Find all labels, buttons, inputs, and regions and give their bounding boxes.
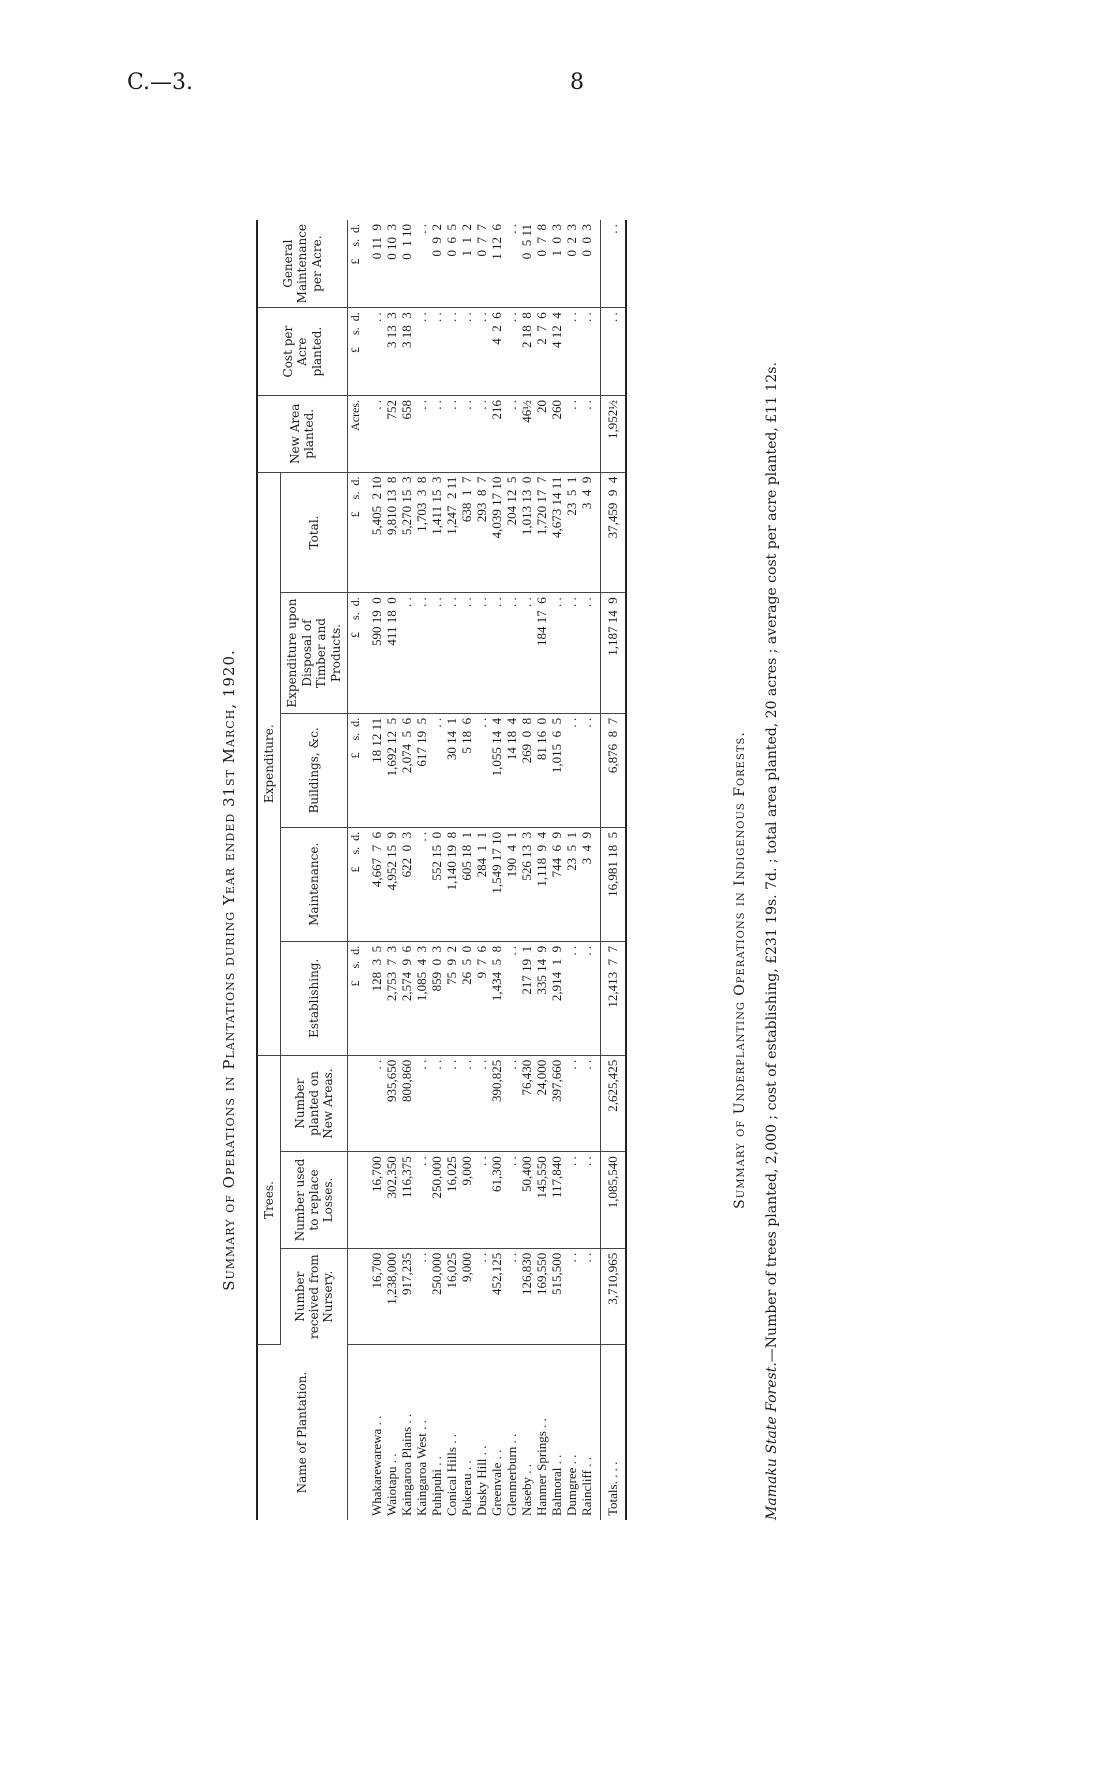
cell-buildings: 2,074 5 6 bbox=[399, 713, 414, 827]
cell-maintenance: . . bbox=[414, 827, 429, 941]
col-buildings-header: Buildings, &c. bbox=[281, 713, 348, 827]
table-row bbox=[564, 220, 579, 1520]
cell-maintenance: 744 6 9 bbox=[549, 827, 564, 941]
cell-planted: . . bbox=[444, 1055, 459, 1151]
totals-cell: 1,187 14 9 bbox=[600, 593, 626, 714]
plantation-name-cell: Greenvale . . bbox=[488, 1449, 504, 1516]
cell-total: 638 1 7 bbox=[459, 472, 474, 593]
plantation-name-cell: Whakarewarewa . . bbox=[368, 1415, 384, 1516]
cell-received: . . bbox=[579, 1248, 601, 1344]
cell-buildings: . . bbox=[579, 713, 601, 827]
table-row bbox=[534, 220, 549, 1520]
table-row bbox=[579, 220, 601, 1520]
cell-area: . . bbox=[579, 395, 601, 472]
cell-buildings: 18 12 11 bbox=[363, 713, 384, 827]
table-row bbox=[474, 220, 489, 1520]
cell-general: 0 10 3 bbox=[384, 220, 399, 308]
totals-cell: 2,625,425 bbox=[600, 1055, 626, 1151]
cell-planted: 390,825 bbox=[489, 1055, 504, 1151]
cell-planted: . . bbox=[414, 1055, 429, 1151]
cell-total: 9,810 13 8 bbox=[384, 472, 399, 593]
cell-received: 515,500 bbox=[549, 1248, 564, 1344]
plantation-name-cell: Dusky Hill . . bbox=[473, 1445, 489, 1516]
cell-maintenance: 1,140 19 8 bbox=[444, 827, 459, 941]
cell-total: 3 4 9 bbox=[579, 472, 601, 593]
totals-cell: 6,876 8 7 bbox=[600, 713, 626, 827]
plantation-name-cell: Balmoral . . bbox=[548, 1454, 564, 1516]
totals-cell: 37,459 9 4 bbox=[600, 472, 626, 593]
cell-cost: 4 12 4 bbox=[549, 308, 564, 396]
cell-cost: . . bbox=[564, 308, 579, 396]
cell-planted: . . bbox=[474, 1055, 489, 1151]
col-disposal-header: Expenditure upon Disposal of Timber and Products. bbox=[281, 593, 348, 714]
cell-disposal: . . bbox=[504, 593, 519, 714]
cell-cost: 2 7 6 bbox=[534, 308, 549, 396]
totals-cell: 12,413 7 7 bbox=[600, 941, 626, 1055]
plantation-name-cell: Hanmer Springs . . bbox=[533, 1418, 549, 1516]
cell-total: 4,039 17 10 bbox=[489, 472, 504, 593]
plantation-name-cell: Puhipuhi . . bbox=[428, 1456, 444, 1516]
underplanting-text: —Number of trees planted, 2,000 ; cost of establishing, £231 19s. 7d. ; total area planted, 20 acres ; average cost per acre planted, £11 12s. bbox=[764, 362, 780, 1363]
cell-planted: . . bbox=[579, 1055, 601, 1151]
cell-received: . . bbox=[504, 1248, 519, 1344]
cell-disposal: . . bbox=[549, 593, 564, 714]
cell-area: 46½ bbox=[519, 395, 534, 472]
cell-general: 0 7 7 bbox=[474, 220, 489, 308]
cell-cost: . . bbox=[444, 308, 459, 396]
cell-disposal: . . bbox=[489, 593, 504, 714]
cell-disposal: . . bbox=[429, 593, 444, 714]
cell-area: 752 bbox=[384, 395, 399, 472]
cell-buildings: 14 18 4 bbox=[504, 713, 519, 827]
cell-maintenance: 552 15 0 bbox=[429, 827, 444, 941]
cell-establishing: . . bbox=[564, 941, 579, 1055]
cell-total: 4,673 14 11 bbox=[549, 472, 564, 593]
col-name-header: Name of Plantation. bbox=[257, 1345, 347, 1520]
expenditure-group-header: Expenditure. bbox=[257, 472, 281, 1055]
cell-area: . . bbox=[444, 395, 459, 472]
cell-disposal: . . bbox=[414, 593, 429, 714]
cell-received: 126,830 bbox=[519, 1248, 534, 1344]
underplanting-note bbox=[764, 220, 780, 1520]
table-row bbox=[459, 220, 474, 1520]
cell-general: 1 0 3 bbox=[549, 220, 564, 308]
cell-buildings: 1,692 12 5 bbox=[384, 713, 399, 827]
cell-establishing: 2,574 9 6 bbox=[399, 941, 414, 1055]
underplanting-title: Summary of Underplanting Operations in Indigenous Forests. bbox=[732, 731, 748, 1209]
table-body bbox=[347, 220, 600, 1520]
cell-area: 260 bbox=[549, 395, 564, 472]
totals-cell: 1,952½ bbox=[600, 395, 626, 472]
cell-total: 5,405 2 10 bbox=[363, 472, 384, 593]
totals-cell: 1,085,540 bbox=[600, 1152, 626, 1248]
cell-disposal: . . bbox=[579, 593, 601, 714]
cell-buildings: . . bbox=[474, 713, 489, 827]
cell-buildings: 617 19 5 bbox=[414, 713, 429, 827]
cell-area: . . bbox=[414, 395, 429, 472]
cell-establishing: 2,914 1 9 bbox=[549, 941, 564, 1055]
cell-establishing: 75 9 2 bbox=[444, 941, 459, 1055]
cell-disposal: . . bbox=[474, 593, 489, 714]
totals-cell: . . bbox=[600, 220, 626, 308]
col-received-header: Number received from Nursery. bbox=[281, 1248, 348, 1344]
cell-establishing: 335 14 9 bbox=[534, 941, 549, 1055]
cell-planted: 935,650 bbox=[384, 1055, 399, 1151]
cell-received: . . bbox=[474, 1248, 489, 1344]
cell-area: . . bbox=[564, 395, 579, 472]
cell-general: 0 7 8 bbox=[534, 220, 549, 308]
cell-disposal: . . bbox=[459, 593, 474, 714]
cell-establishing: 26 5 0 bbox=[459, 941, 474, 1055]
cell-establishing: 1,434 5 8 bbox=[489, 941, 504, 1055]
cell-area: . . bbox=[459, 395, 474, 472]
unit-cell: £ s. d. bbox=[347, 220, 363, 308]
cell-maintenance: 4,952 15 9 bbox=[384, 827, 399, 941]
cell-general: 1 12 6 bbox=[489, 220, 504, 308]
cell-cost: . . bbox=[579, 308, 601, 396]
cell-replace: . . bbox=[504, 1152, 519, 1248]
cell-cost: . . bbox=[459, 308, 474, 396]
cell-replace: 145,550 bbox=[534, 1152, 549, 1248]
totals-cell: 16,981 18 5 bbox=[600, 827, 626, 941]
cell-received: 452,125 bbox=[489, 1248, 504, 1344]
cell-cost: . . bbox=[429, 308, 444, 396]
cell-establishing: 1,085 4 3 bbox=[414, 941, 429, 1055]
cell-total: 1,720 17 7 bbox=[534, 472, 549, 593]
cell-disposal: 184 17 6 bbox=[534, 593, 549, 714]
cell-general: 0 9 2 bbox=[429, 220, 444, 308]
totals-cell: 3,710,965 bbox=[600, 1248, 626, 1344]
cell-replace: . . bbox=[564, 1152, 579, 1248]
unit-cell bbox=[347, 1152, 363, 1248]
cell-establishing: 9 7 6 bbox=[474, 941, 489, 1055]
cell-cost: 3 13 3 bbox=[384, 308, 399, 396]
cell-cost: . . bbox=[363, 308, 384, 396]
cell-maintenance: 284 1 1 bbox=[474, 827, 489, 941]
cell-replace: 302,350 bbox=[384, 1152, 399, 1248]
cell-replace: 116,375 bbox=[399, 1152, 414, 1248]
col-replace-header: Number used to replace Losses. bbox=[281, 1152, 348, 1248]
cell-received: 16,700 bbox=[363, 1248, 384, 1344]
unit-cell: Acres. bbox=[347, 395, 363, 472]
plantation-name-cell: Conical Hills . . bbox=[443, 1434, 459, 1516]
table-title: Summary of Operations in Plantations during Year ended 31st March, 1920. bbox=[220, 649, 238, 1291]
unit-cell: £ s. d. bbox=[347, 593, 363, 714]
cell-general: 1 1 2 bbox=[459, 220, 474, 308]
page-number: 8 bbox=[570, 70, 584, 95]
plantation-name-cell: Raincliff . . bbox=[578, 1457, 594, 1516]
cell-area: 20 bbox=[534, 395, 549, 472]
plantation-name-cell: Dumgree . . bbox=[563, 1454, 579, 1516]
unit-cell bbox=[347, 1345, 363, 1520]
cell-establishing: 217 19 1 bbox=[519, 941, 534, 1055]
cell-received: 169,550 bbox=[534, 1248, 549, 1344]
col-total-header: Total. bbox=[281, 472, 348, 593]
cell-cost: 2 18 8 bbox=[519, 308, 534, 396]
cell-total: 1,703 3 8 bbox=[414, 472, 429, 593]
table-row bbox=[414, 220, 429, 1520]
cell-establishing: 2,753 7 3 bbox=[384, 941, 399, 1055]
plantation-name-cell: Glenmerburn . . bbox=[503, 1433, 519, 1516]
cell-general: 0 0 3 bbox=[579, 220, 601, 308]
plantations-table bbox=[256, 220, 627, 1520]
cell-total: 1,247 2 11 bbox=[444, 472, 459, 593]
cell-buildings: 1,015 6 5 bbox=[549, 713, 564, 827]
col-general-header: General Maintenance per Acre. bbox=[257, 220, 347, 308]
cell-replace: 117,840 bbox=[549, 1152, 564, 1248]
cell-disposal: . . bbox=[399, 593, 414, 714]
cell-disposal: . . bbox=[444, 593, 459, 714]
cell-replace: . . bbox=[414, 1152, 429, 1248]
cell-general: 0 5 11 bbox=[519, 220, 534, 308]
cell-maintenance: 1,549 17 10 bbox=[489, 827, 504, 941]
cell-buildings: 269 0 8 bbox=[519, 713, 534, 827]
cell-area: . . bbox=[429, 395, 444, 472]
cell-maintenance: 622 0 3 bbox=[399, 827, 414, 941]
table-row bbox=[384, 220, 399, 1520]
col-cost-header: Cost per Acre planted. bbox=[257, 308, 347, 396]
cell-received: 1,238,000 bbox=[384, 1248, 399, 1344]
cell-establishing: . . bbox=[579, 941, 601, 1055]
cell-received: 917,235 bbox=[399, 1248, 414, 1344]
plantation-name-cell: Pukerau . . bbox=[458, 1460, 474, 1516]
table-row bbox=[489, 220, 504, 1520]
cell-replace: 50,400 bbox=[519, 1152, 534, 1248]
cell-buildings: . . bbox=[429, 713, 444, 827]
cell-received: . . bbox=[564, 1248, 579, 1344]
cell-planted: 397,660 bbox=[549, 1055, 564, 1151]
cell-cost: . . bbox=[414, 308, 429, 396]
trees-group-header: Trees. bbox=[257, 1055, 281, 1344]
cell-received: 250,000 bbox=[429, 1248, 444, 1344]
plantation-name-cell: Kaingaroa West . . bbox=[413, 1420, 429, 1516]
table-row bbox=[429, 220, 444, 1520]
unit-cell bbox=[347, 1248, 363, 1344]
cell-disposal: . . bbox=[564, 593, 579, 714]
cell-cost: 3 18 3 bbox=[399, 308, 414, 396]
cell-maintenance: 1,118 9 4 bbox=[534, 827, 549, 941]
cell-maintenance: 190 4 1 bbox=[504, 827, 519, 941]
table-row bbox=[444, 220, 459, 1520]
unit-cell: £ s. d. bbox=[347, 713, 363, 827]
cell-buildings: 30 14 1 bbox=[444, 713, 459, 827]
cell-area: . . bbox=[504, 395, 519, 472]
cell-planted: 800,860 bbox=[399, 1055, 414, 1151]
cell-maintenance: 3 4 9 bbox=[579, 827, 601, 941]
cell-cost: . . bbox=[504, 308, 519, 396]
cell-total: 5,270 15 3 bbox=[399, 472, 414, 593]
cell-general: 0 11 9 bbox=[363, 220, 384, 308]
cell-replace: 16,700 bbox=[363, 1152, 384, 1248]
rotated-page-content bbox=[212, 180, 862, 1520]
cell-general: 0 2 3 bbox=[564, 220, 579, 308]
units-row bbox=[347, 220, 363, 1520]
cell-buildings: 81 16 0 bbox=[534, 713, 549, 827]
unit-cell: £ s. d. bbox=[347, 827, 363, 941]
cell-received: 16,025 bbox=[444, 1248, 459, 1344]
cell-general: 0 1 10 bbox=[399, 220, 414, 308]
unit-cell: £ s. d. bbox=[347, 941, 363, 1055]
cell-planted: 24,000 bbox=[534, 1055, 549, 1151]
cell-planted: . . bbox=[363, 1055, 384, 1151]
cell-planted: 76,430 bbox=[519, 1055, 534, 1151]
cell-buildings: 5 18 6 bbox=[459, 713, 474, 827]
cell-replace: 61,300 bbox=[489, 1152, 504, 1248]
cell-replace: . . bbox=[474, 1152, 489, 1248]
cell-establishing: 128 3 5 bbox=[363, 941, 384, 1055]
cell-total: 23 5 1 bbox=[564, 472, 579, 593]
plantation-name-cell: Waiotapu . . bbox=[383, 1453, 399, 1516]
table-row bbox=[363, 220, 384, 1520]
page-code: C.—3. bbox=[127, 70, 194, 95]
col-planted-header: Number planted on New Areas. bbox=[281, 1055, 348, 1151]
cell-planted: . . bbox=[564, 1055, 579, 1151]
totals-cell: . . bbox=[600, 308, 626, 396]
forest-name: Mamaku State Forest. bbox=[764, 1362, 780, 1520]
table-row bbox=[504, 220, 519, 1520]
cell-area: . . bbox=[474, 395, 489, 472]
col-area-header: New Area planted. bbox=[257, 395, 347, 472]
cell-general: . . bbox=[414, 220, 429, 308]
cell-maintenance: 4,667 7 6 bbox=[363, 827, 384, 941]
cell-received: . . bbox=[414, 1248, 429, 1344]
cell-disposal: 411 18 0 bbox=[384, 593, 399, 714]
cell-area: 216 bbox=[489, 395, 504, 472]
cell-replace: 9,000 bbox=[459, 1152, 474, 1248]
cell-total: 293 8 7 bbox=[474, 472, 489, 593]
cell-establishing: . . bbox=[504, 941, 519, 1055]
cell-total: 1,013 13 0 bbox=[519, 472, 534, 593]
cell-establishing: 859 0 3 bbox=[429, 941, 444, 1055]
unit-cell: £ s. d. bbox=[347, 472, 363, 593]
cell-planted: . . bbox=[459, 1055, 474, 1151]
cell-general: . . bbox=[504, 220, 519, 308]
cell-total: 204 12 5 bbox=[504, 472, 519, 593]
cell-disposal: . . bbox=[519, 593, 534, 714]
cell-buildings: 1,055 14 4 bbox=[489, 713, 504, 827]
table-row bbox=[549, 220, 564, 1520]
plantation-name-cell: Kaingaroa Plains . . bbox=[398, 1413, 414, 1516]
cell-area: . . bbox=[363, 395, 384, 472]
plantation-name-cell: Naseby . . bbox=[518, 1464, 534, 1516]
cell-replace: 250,000 bbox=[429, 1152, 444, 1248]
cell-disposal: 590 19 0 bbox=[363, 593, 384, 714]
cell-maintenance: 23 5 1 bbox=[564, 827, 579, 941]
cell-replace: . . bbox=[579, 1152, 601, 1248]
totals-row bbox=[600, 220, 626, 1520]
table-row bbox=[399, 220, 414, 1520]
cell-cost: . . bbox=[474, 308, 489, 396]
cell-area: 658 bbox=[399, 395, 414, 472]
cell-total: 1,411 15 3 bbox=[429, 472, 444, 593]
cell-general: 0 6 5 bbox=[444, 220, 459, 308]
totals-label: Totals. . . . bbox=[600, 1345, 626, 1520]
cell-planted: . . bbox=[504, 1055, 519, 1151]
cell-buildings: . . bbox=[564, 713, 579, 827]
cell-cost: 4 2 6 bbox=[489, 308, 504, 396]
table-row bbox=[519, 220, 534, 1520]
cell-replace: 16,025 bbox=[444, 1152, 459, 1248]
col-establishing-header: Establishing. bbox=[281, 941, 348, 1055]
cell-maintenance: 526 13 3 bbox=[519, 827, 534, 941]
unit-cell: £ s. d. bbox=[347, 308, 363, 396]
cell-planted: . . bbox=[429, 1055, 444, 1151]
cell-maintenance: 605 18 1 bbox=[459, 827, 474, 941]
cell-received: 9,000 bbox=[459, 1248, 474, 1344]
col-maintenance-header: Maintenance. bbox=[281, 827, 348, 941]
unit-cell bbox=[347, 1055, 363, 1151]
